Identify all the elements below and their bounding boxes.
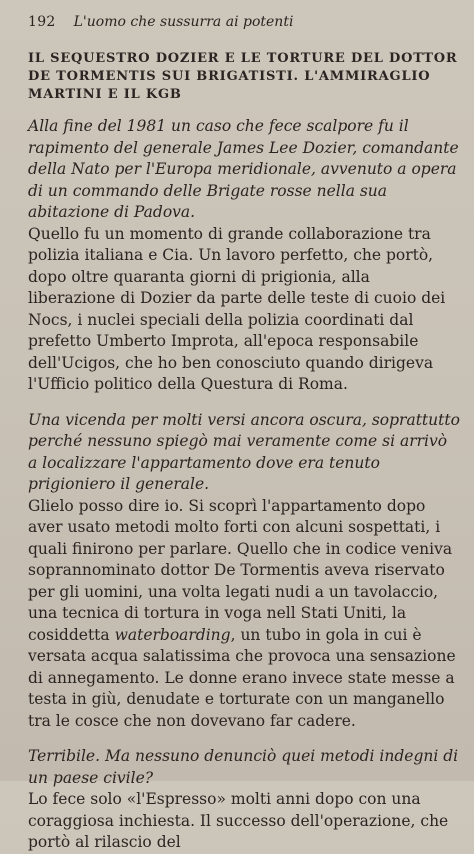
section-title: IL SEQUESTRO DOZIER E LE TORTURE DEL DOTTOR DE TORMENTIS SUI BRIGATISTI. L'AMMIRAGLIO MARTINI E IL KGB [28, 51, 458, 102]
qa-block-1 [28, 116, 460, 396]
answer-2-part-2: , un tubo in gola in cui è versata acqua salatissima che provoca una sensazione di annegamento. Le donne erano invece state messe a testa in giù, denudate e torturate con un manganello tra le cosce che non dovevano far cadere. [28, 625, 456, 730]
page-number: 192 [28, 14, 56, 30]
answer-2 [28, 496, 460, 733]
question-2: Una vicenda per molti versi ancora oscura, soprattutto perché nessuno spiegò mai veramente come si arrivò a localizzare l'appartamento dove era tenuto prigioniero il generale. [28, 410, 460, 493]
answer-3: Lo fece solo «l'Espresso» molti anni dopo con una coraggiosa inchiesta. Il successo dell'operazione, che portò al rilascio del [28, 790, 449, 851]
answer-1: Quello fu un momento di grande collaborazione tra polizia italiana e Cia. Un lavoro perfetto, che portò, dopo oltre quaranta giorni di prigionia, alla liberazione di Dozier da parte delle teste di cuoio dei Nocs, i nuclei speciali della polizia coordinati dal prefetto Umberto Improta, all'epoca responsabile dell'Ucigos, che ho ben conosciuto quando dirigeva l'Ufficio politico della Questura di Roma. [28, 224, 446, 393]
book-title: L'uomo che sussurra ai potenti [73, 14, 294, 30]
qa-block-3 [28, 746, 460, 854]
answer-2-part-1: Glielo posso dire io. Si scoprì l'appartamento dopo aver usato metodi molto forti con alcuni sospettati, i quali finirono per parlare. Quello che in codice veniva soprannominato dottor De Tormentis aveva riservato per gli uomini, una volta legati nudi a un tavolaccio, una tecnica di tortura in voga nell Stati Uniti, la cosiddetta [28, 496, 453, 644]
answer-2-italic-term: waterboarding [114, 625, 231, 644]
running-head [28, 14, 460, 30]
question-3: Terribile. Ma nessuno denunciò quei metodi indegni di un paese civile? [28, 747, 459, 787]
qa-block-2 [28, 410, 460, 733]
question-1: Alla fine del 1981 un caso che fece scalpore fu il rapimento del generale James Lee Dozier, comandante della Nato per l'Europa meridionale, avvenuto a opera di un commando delle Brigate rosse nella sua abitazione di Padova. [28, 117, 459, 221]
